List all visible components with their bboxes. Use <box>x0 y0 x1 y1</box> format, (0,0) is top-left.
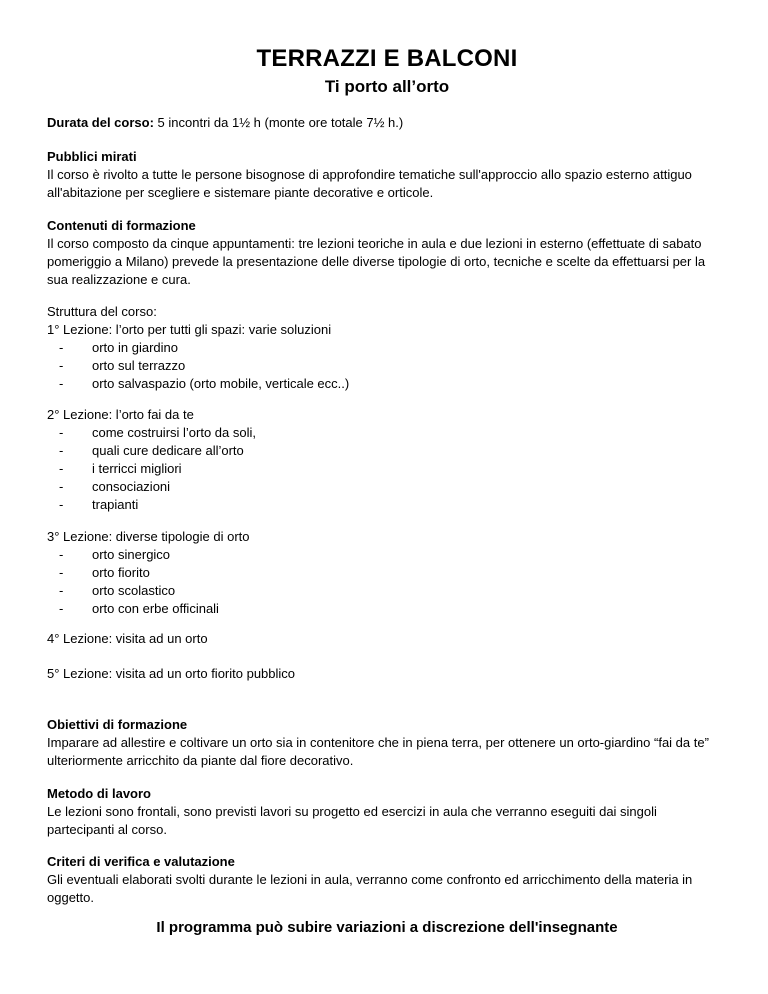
contents-text: Il corso composto da cinque appuntamenti: tre lezioni teoriche in aula e due lezioni in esterno (effettuate di sabato pomeriggio a Milano) prevede la presentazione delle diverse tipologie di orto, tecniche e scelte da effettuarsi per la sua realizzazione e cura. <box>47 236 706 287</box>
lesson-1-title: 1° Lezione: l’orto per tutti gli spazi: varie soluzioni <box>47 322 332 337</box>
objectives-section <box>47 716 727 770</box>
evaluation-text: Gli eventuali elaborati svolti durante le lezioni in aula, verranno come confronto ed arricchimento della materia in oggetto. <box>47 872 693 905</box>
evaluation-heading: Criteri di verifica e valutazione <box>47 854 235 869</box>
document-subtitle: Ti porto all’orto <box>324 77 450 96</box>
lesson-3-title: 3° Lezione: diverse tipologie di orto <box>47 529 250 544</box>
structure-heading: Struttura del corso: <box>47 304 157 319</box>
lesson-2-title: 2° Lezione: l’orto fai da te <box>47 407 194 422</box>
evaluation-section <box>47 853 727 907</box>
lesson-5-section <box>47 665 727 683</box>
audience-heading: Pubblici mirati <box>47 149 137 164</box>
list-item: - i terricci migliori <box>47 460 727 478</box>
structure-section <box>47 303 727 393</box>
list-item: - orto con erbe officinali <box>47 600 727 618</box>
contents-heading: Contenuti di formazione <box>47 218 196 233</box>
lesson-5-title: 5° Lezione: visita ad un orto fiorito pubblico <box>47 666 296 681</box>
list-item: - come costruirsi l’orto da soli, <box>47 424 727 442</box>
list-item: - orto scolastico <box>47 582 727 600</box>
document-title: TERRAZZI E BALCONI <box>256 45 518 72</box>
list-item: - orto in giardino <box>47 339 727 357</box>
list-item: - orto sul terrazzo <box>47 357 727 375</box>
footer-note: Il programma può subire variazioni a discrezione dell'insegnante <box>156 919 618 936</box>
contents-section <box>47 217 727 289</box>
audience-section <box>47 148 727 202</box>
lesson-2-list <box>47 424 727 514</box>
duration-label: Durata del corso: <box>47 115 154 130</box>
method-section <box>47 785 727 839</box>
list-item: - quali cure dedicare all’orto <box>47 442 727 460</box>
lesson-4-title: 4° Lezione: visita ad un orto <box>47 631 208 646</box>
method-heading: Metodo di lavoro <box>47 786 151 801</box>
lesson-3-list <box>47 546 727 618</box>
duration-text: 5 incontri da 1½ h (monte ore totale 7½ h.) <box>153 115 404 130</box>
list-item: - consociazioni <box>47 478 727 496</box>
list-item: - orto sinergico <box>47 546 727 564</box>
list-item: - orto salvaspazio (orto mobile, verticale ecc..) <box>47 375 727 393</box>
lesson-4-section <box>47 630 727 648</box>
lesson-2-section <box>47 406 727 514</box>
lesson-3-section <box>47 528 727 618</box>
list-item: - trapianti <box>47 496 727 514</box>
method-text: Le lezioni sono frontali, sono previsti lavori su progetto ed esercizi in aula che verranno eseguiti dai singoli partecipanti al corso. <box>47 804 657 837</box>
lesson-1-list <box>47 339 727 393</box>
list-item: - orto fiorito <box>47 564 727 582</box>
duration-section <box>47 114 727 132</box>
audience-text: Il corso è rivolto a tutte le persone bisognose di approfondire tematiche sull'approccio allo spazio esterno attiguo all'abitazione per scegliere e sistemare piante decorative e orticole. <box>47 167 692 200</box>
objectives-heading: Obiettivi di formazione <box>47 717 188 732</box>
objectives-text: Imparare ad allestire e coltivare un orto sia in contenitore che in piena terra, per ottenere un orto-giardino “fai da te” ulteriormente arricchito da piante dal fiore decorativo. <box>47 735 709 768</box>
